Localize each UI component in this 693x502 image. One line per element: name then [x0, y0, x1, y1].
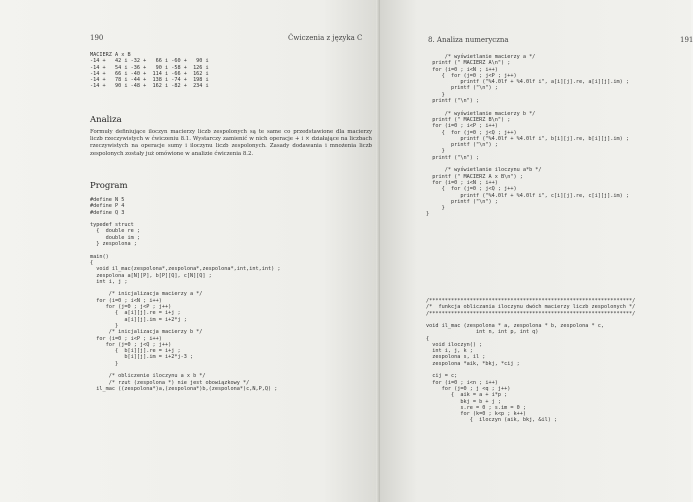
function-comment-block: /*****************************************************************/ /* funkcja obliczania iloczynu dwóch macierzy liczb zespolonych */ /*****************************************************************/ — [426, 298, 636, 317]
analiza-paragraph: Formuły definiujące iloczyn macierzy liczb zespolonych są te same co przedstawione dla macierzy liczb rzeczywistych w ćwiczeniu 8.1. Wystarczy zamienić w nich operacje + i × działające na liczbach rzeczywistych na operacje sumy i iloczynu liczb zespolonych. Zasady dodawania i mnożenia liczb zespolonych zostały już omówione w analizie ćwiczenia 8.2. — [90, 129, 372, 157]
program-code: #define N 5 #define P 4 #define Q 3 typedef struct { double re ; double im ; } zespolona ; main() { void il_mac(zespolona*,zespolona*,zespolona*,int,int,int) ; zespolona a[N][P], b[P][Q], c[N][Q] ; int i, j ; /* inicjalizacja macierzy a */ for (i=0 ; i<N ; i++) for (j=0 ; j<P ; j++) { a[i][j].re = i+j ; a[i][j].im = i+2*j ; } /* inicjalizacja macierzy b */ for (i=0 ; i<P ; i++) for (j=0 ; j<Q ; j++) { b[i][j].re = i+j ; b[i][j].im = i+2*j-3 ; } /* obliczenie iloczynu a x b */ /* rzut (zespolona *) nie jest obowiązkowy */ il_mac ((zespolona*)a,(zespolona*)b,(zespolona*)c,N,P,Q) ; — [90, 197, 281, 392]
matrix-output: MACIERZ A x B -14 + 42 i -32 + 66 i -60 + 90 i -14 + 54 i -36 + 90 i -58 + 126 i -14 + 66 i -40 + 114 i -66 + 162 i -14 + 78 i -44 + 138 i -74 + 198 i -14 + 90 i -48 + 162 i -82 + 234 i — [90, 52, 209, 90]
section-heading-program: Program — [90, 181, 128, 191]
function-code: void il_mac (zespolona * a, zespolona * b, zespolona * c, int n, int p, int q) { void iloczyn() ; int i, j, k ; zespolona s, il ; zespolona *aik, *bkj, *cij ; cij = c; for (i=0 ; i<n ; i++) for (j=0 ; j <q ; j++) { aik = a + i*p ; bkj = b + j ; s.re = 0 ; s.im = 0 ; for (k=0 ; k<p ; k++) { iloczyn (aik, bkj, &il) ; — [426, 323, 605, 424]
page-number-left: 190 — [90, 34, 104, 42]
display-code: /* wyświetlanie macierzy a */ printf (" MACIERZ A\n") ; for (i=0 ; i<N ; i++) { for (j=0 ; j<P ; j++) printf ("%4.0lf + %4.0lf i", a[i][j].re, a[i][j].im) ; printf ("\n") ; } printf ("\n") ; /* wyświetlanie macierzy b */ printf (" MACIERZ B\n") ; for (i=0 ; i<P ; i++) { for (j=0 ; j<Q ; j++) printf ("%4.0lf + %4.0lf i", b[i][j].re, b[i][j].im) ; printf ("\n") ; } printf ("\n") ; /* wyświetlanie iloczynu a*b */ printf (" MACIERZ A x B\n") ; for (i=0 ; i<N ; i++) { for (j=0 ; j<Q ; j++) printf ("%4.0lf + %4.0lf i", c[i][j].re, c[i][j].im) ; printf ("\n") ; } } — [426, 54, 630, 218]
section-heading-analiza: Analiza — [90, 115, 122, 125]
page-number-right: 191 — [680, 36, 693, 44]
running-head-left: Ćwiczenia z języka C — [288, 34, 363, 42]
running-head-right: 8. Analiza numeryczna — [428, 36, 509, 44]
right-page — [380, 0, 691, 502]
